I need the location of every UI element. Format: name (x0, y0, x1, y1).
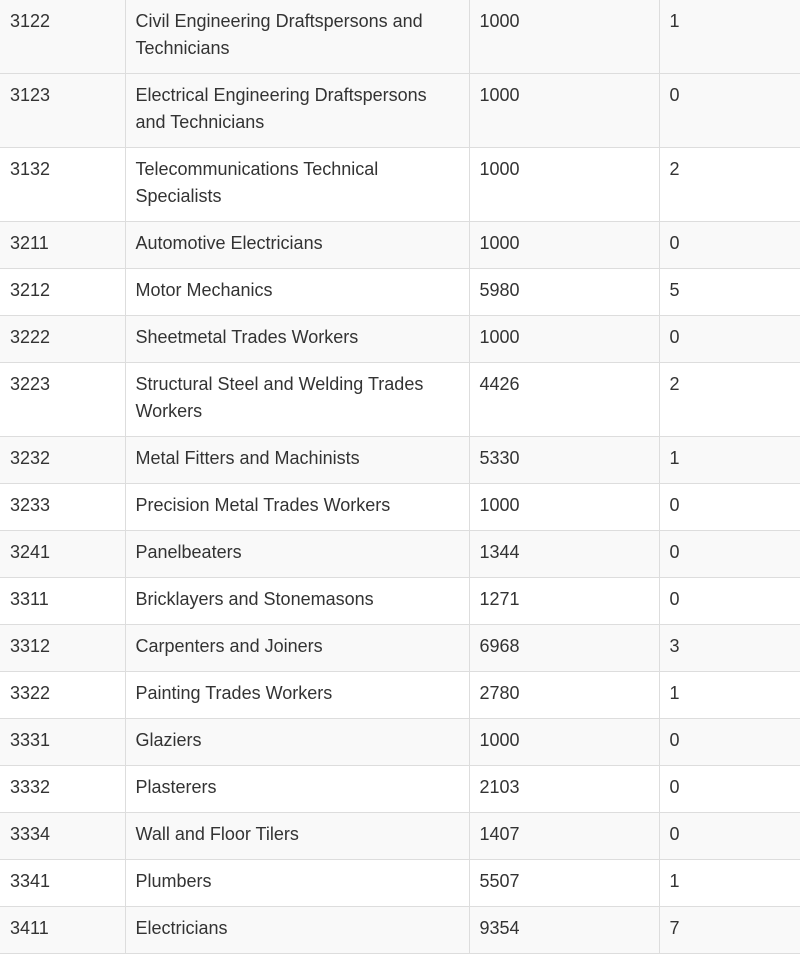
occupation-title-cell: Metal Fitters and Machinists (125, 437, 469, 484)
occupation-code-cell: 3341 (0, 860, 125, 907)
occupation-count-cell: 0 (659, 813, 800, 860)
table-row (0, 363, 800, 437)
table-row (0, 74, 800, 148)
occupation-count-cell: 1 (659, 0, 800, 74)
occupation-value-cell: 1000 (469, 0, 659, 74)
occupation-value-cell: 5980 (469, 269, 659, 316)
occupation-count-cell: 5 (659, 269, 800, 316)
occupation-title-cell: Wall and Floor Tilers (125, 813, 469, 860)
table-row (0, 766, 800, 813)
occupation-code-cell: 3123 (0, 74, 125, 148)
occupation-value-cell: 1407 (469, 813, 659, 860)
occupation-title-cell: Plasterers (125, 766, 469, 813)
occupation-count-cell: 1 (659, 437, 800, 484)
occupation-value-cell: 5330 (469, 437, 659, 484)
occupation-title-cell: Automotive Electricians (125, 222, 469, 269)
occupation-code-cell: 3411 (0, 907, 125, 954)
occupation-title-cell: Electricians (125, 907, 469, 954)
occupation-title-cell: Telecommunications Technical Specialists (125, 148, 469, 222)
table-row (0, 907, 800, 954)
table-row (0, 813, 800, 860)
occupation-count-cell: 0 (659, 578, 800, 625)
occupation-code-cell: 3334 (0, 813, 125, 860)
occupation-value-cell: 1271 (469, 578, 659, 625)
occupation-value-cell: 1000 (469, 74, 659, 148)
occupation-code-cell: 3211 (0, 222, 125, 269)
occupation-count-cell: 0 (659, 766, 800, 813)
occupation-code-cell: 3223 (0, 363, 125, 437)
occupation-value-cell: 2103 (469, 766, 659, 813)
table-row (0, 625, 800, 672)
occupation-title-cell: Electrical Engineering Draftspersons and Technicians (125, 74, 469, 148)
occupation-count-cell: 7 (659, 907, 800, 954)
occupation-count-cell: 0 (659, 222, 800, 269)
occupation-code-cell: 3233 (0, 484, 125, 531)
occupation-count-cell: 2 (659, 148, 800, 222)
table-row (0, 672, 800, 719)
occupation-value-cell: 1000 (469, 316, 659, 363)
occupation-value-cell: 1000 (469, 148, 659, 222)
occupation-count-cell: 0 (659, 74, 800, 148)
table-row (0, 316, 800, 363)
occupation-value-cell: 9354 (469, 907, 659, 954)
occupation-title-cell: Motor Mechanics (125, 269, 469, 316)
occupation-title-cell: Precision Metal Trades Workers (125, 484, 469, 531)
occupation-value-cell: 4426 (469, 363, 659, 437)
occupation-count-cell: 1 (659, 860, 800, 907)
table-row (0, 578, 800, 625)
occupation-code-cell: 3222 (0, 316, 125, 363)
occupation-title-cell: Glaziers (125, 719, 469, 766)
occupation-code-cell: 3312 (0, 625, 125, 672)
occupation-value-cell: 1344 (469, 531, 659, 578)
occupation-code-cell: 3241 (0, 531, 125, 578)
occupation-code-cell: 3332 (0, 766, 125, 813)
occupation-value-cell: 2780 (469, 672, 659, 719)
occupation-title-cell: Bricklayers and Stonemasons (125, 578, 469, 625)
occupation-code-cell: 3331 (0, 719, 125, 766)
occupation-count-cell: 0 (659, 316, 800, 363)
occupation-count-cell: 3 (659, 625, 800, 672)
occupation-value-cell: 1000 (469, 484, 659, 531)
occupation-title-cell: Carpenters and Joiners (125, 625, 469, 672)
table-row (0, 0, 800, 74)
occupation-title-cell: Sheetmetal Trades Workers (125, 316, 469, 363)
occupation-code-cell: 3212 (0, 269, 125, 316)
occupation-title-cell: Civil Engineering Draftspersons and Technicians (125, 0, 469, 74)
table-row (0, 148, 800, 222)
occupation-title-cell: Plumbers (125, 860, 469, 907)
occupation-count-cell: 1 (659, 672, 800, 719)
occupation-code-cell: 3122 (0, 0, 125, 74)
table-row (0, 484, 800, 531)
occupation-code-cell: 3132 (0, 148, 125, 222)
occupation-code-cell: 3232 (0, 437, 125, 484)
occupation-value-cell: 1000 (469, 719, 659, 766)
table-row (0, 719, 800, 766)
occupation-value-cell: 6968 (469, 625, 659, 672)
table-row (0, 860, 800, 907)
table-row (0, 222, 800, 269)
occupation-code-cell: 3311 (0, 578, 125, 625)
occupation-count-cell: 0 (659, 719, 800, 766)
table-row (0, 269, 800, 316)
occupation-value-cell: 1000 (469, 222, 659, 269)
table-row (0, 437, 800, 484)
occupation-count-cell: 0 (659, 484, 800, 531)
occupation-count-cell: 2 (659, 363, 800, 437)
occupation-title-cell: Painting Trades Workers (125, 672, 469, 719)
occupation-count-cell: 0 (659, 531, 800, 578)
occupation-title-cell: Structural Steel and Welding Trades Workers (125, 363, 469, 437)
occupation-code-cell: 3322 (0, 672, 125, 719)
table-row (0, 531, 800, 578)
occupation-title-cell: Panelbeaters (125, 531, 469, 578)
occupation-value-cell: 5507 (469, 860, 659, 907)
